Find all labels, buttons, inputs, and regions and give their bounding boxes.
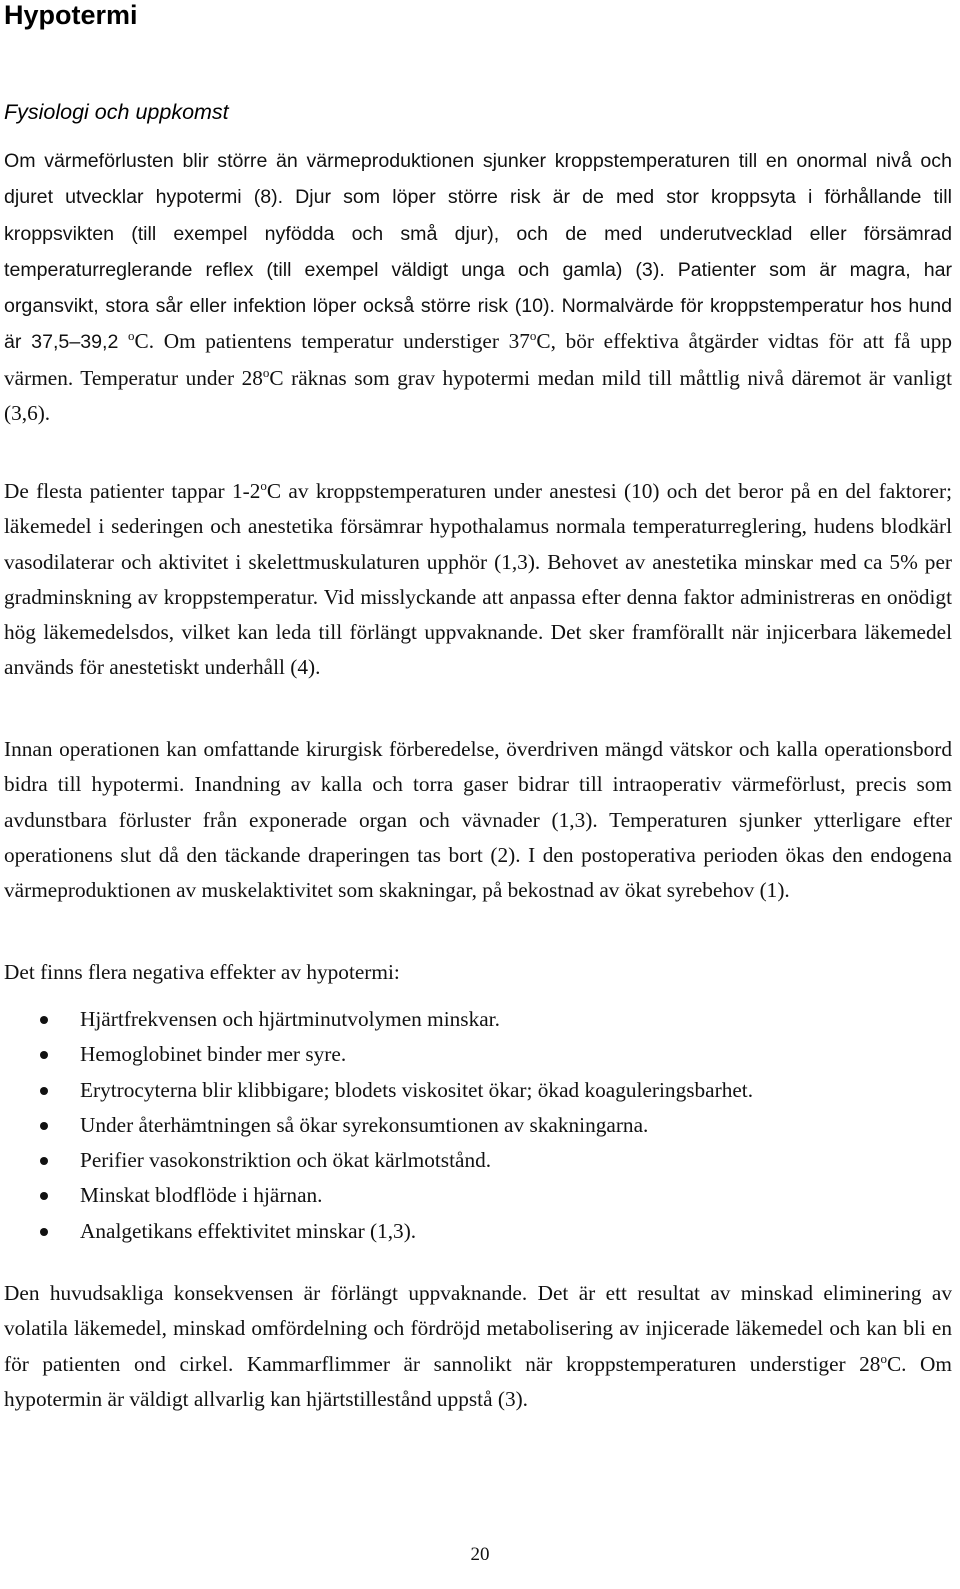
bullet-icon — [40, 1192, 48, 1200]
list-item-text: Perifier vasokonstriktion och ökat kärlmotstånd. — [80, 1148, 492, 1173]
degree-sup: o — [880, 1350, 887, 1366]
degree-sup: o — [529, 328, 537, 344]
paragraph-anesthesia-b: C av kroppstemperaturen under anestesi (10) och det beror på en del faktorer; läkemedel i sederingen och anestetika försämrar hypothalamus normala temperaturreglering, hudens blodkärl vasodilaterar och aktivitet i skelettmuskulaturen upphör (1,3). Behovet av anestetika minskar med ca 5% per gradminskning av kroppstemperatur. Vid misslyckande att anpassa efter denna faktor administreras en onödigt hög läkemedelsdos, vilket kan leda till förlängt uppvaknande. Det sker framförallt när injicerbara läkemedel används för anestetiskt underhåll (4). — [4, 479, 952, 680]
section-subtitle: Fysiologi och uppkomst — [4, 100, 229, 124]
list-item-text: Analgetikans effektivitet minskar (1,3). — [80, 1218, 417, 1243]
sentence-1: Om värmeförlusten blir större än värmeproduktionen sjunker kroppstemperaturen till en onormal nivå och djuret utvecklar hypotermi (8). — [4, 150, 952, 209]
list-item-text: Hemoglobinet binder mer syre. — [80, 1042, 347, 1067]
list-item-text: Hjärtfrekvensen och hjärtminutvolymen minskar. — [80, 1007, 500, 1031]
list-item-text: Minskat blodflöde i hjärnan. — [80, 1183, 323, 1208]
bullet-icon — [40, 1228, 48, 1236]
sentence-3-end: C. Om patientens temperatur understiger 37 — [134, 329, 530, 354]
paragraph-preoperative: Innan operationen kan omfattande kirurgisk förberedelse, överdriven mängd vätskor och kalla operationsbord bidra till hypotermi. Inandning av kalla och torra gaser bidrar till intraoperativ värmeförlust, precis som avdunstbara förluster från exponerade organ och vävnader (1,3). Temperaturen sjunker ytterligare efter operationens slut då den täckande draperingen tas bort (2). I den postoperativa perioden ökas den endogena värmeproduktionen av muskelaktivitet som skakningar, på bekostnad av ökat syrebehov (1). — [4, 737, 952, 903]
paragraph-anesthesia-a: De flesta patienter tappar 1-2 — [4, 479, 261, 503]
list-intro: Det finns flera negativa effekter av hypotermi: — [4, 960, 400, 984]
sentence-4: C, bör effektiva åtgärder vidtas för att få upp värmen. Temperatur under 28 — [4, 329, 952, 390]
paragraph-consequence-b: C. Om hypotermin är väldigt allvarlig kan hjärtstillestånd uppstå (3). — [4, 1351, 952, 1411]
bullet-icon — [40, 1016, 48, 1024]
bullet-icon — [40, 1051, 48, 1059]
bullet-icon — [40, 1157, 48, 1165]
paragraph-consequence-a: Den huvudsakliga konsekvensen är förlängt uppvaknande. Det är ett resultat av minskad eliminering av volatila läkemedel, minskad omfördelning och fördröjd metabolisering av injicerade läkemedel och kan bli en för patienten ond cirkel. Kammarflimmer är sannolikt när kroppstemperaturen understiger 28 — [4, 1281, 952, 1376]
paragraph-physiology — [4, 143, 952, 431]
list-item — [0, 1214, 940, 1249]
list-item-text: Erytrocyterna blir klibbigare; blodets viskositet ökar; ökad koaguleringsbarhet. — [80, 1077, 754, 1102]
degree-sup: o — [128, 328, 135, 344]
list-item — [0, 1108, 940, 1143]
list-item-text: Under återhämtningen så ökar syrekonsumtionen av skakningarna. — [80, 1112, 649, 1137]
paragraph-consequence — [4, 1276, 952, 1417]
list-item — [0, 1178, 940, 1213]
effects-list — [0, 1002, 940, 1249]
sentence-2: Djur som löper större risk är de med stor kroppsyta i förhållande till kroppsvikten (till exempel nyfödda och små djur), och de med underutvecklad eller försämrad temperaturreglerande reflex (till exempel väldigt unga och gamla) (3). — [4, 186, 952, 281]
list-item — [0, 1143, 940, 1178]
paragraph-anesthesia — [4, 474, 952, 686]
bullet-icon — [40, 1122, 48, 1130]
sentence-5: C räknas som grav hypotermi medan mild till måttlig nivå däremot är vanligt (3,6). — [4, 365, 952, 426]
degree-sup: o — [260, 478, 267, 493]
sentence-3: Patienter som är magra, har organsvikt, stora sår eller infektion löper också större risk (10). Normalvärde för kroppstemperatur hos hund är 37,5–39,2 — [4, 258, 953, 354]
bullet-icon — [40, 1087, 48, 1095]
list-item — [0, 1037, 940, 1072]
page-number: 20 — [470, 1544, 490, 1565]
list-item — [0, 1073, 940, 1108]
list-item — [0, 1002, 940, 1037]
page-title: Hypotermi — [4, 0, 138, 30]
degree-sup: o — [262, 364, 270, 380]
